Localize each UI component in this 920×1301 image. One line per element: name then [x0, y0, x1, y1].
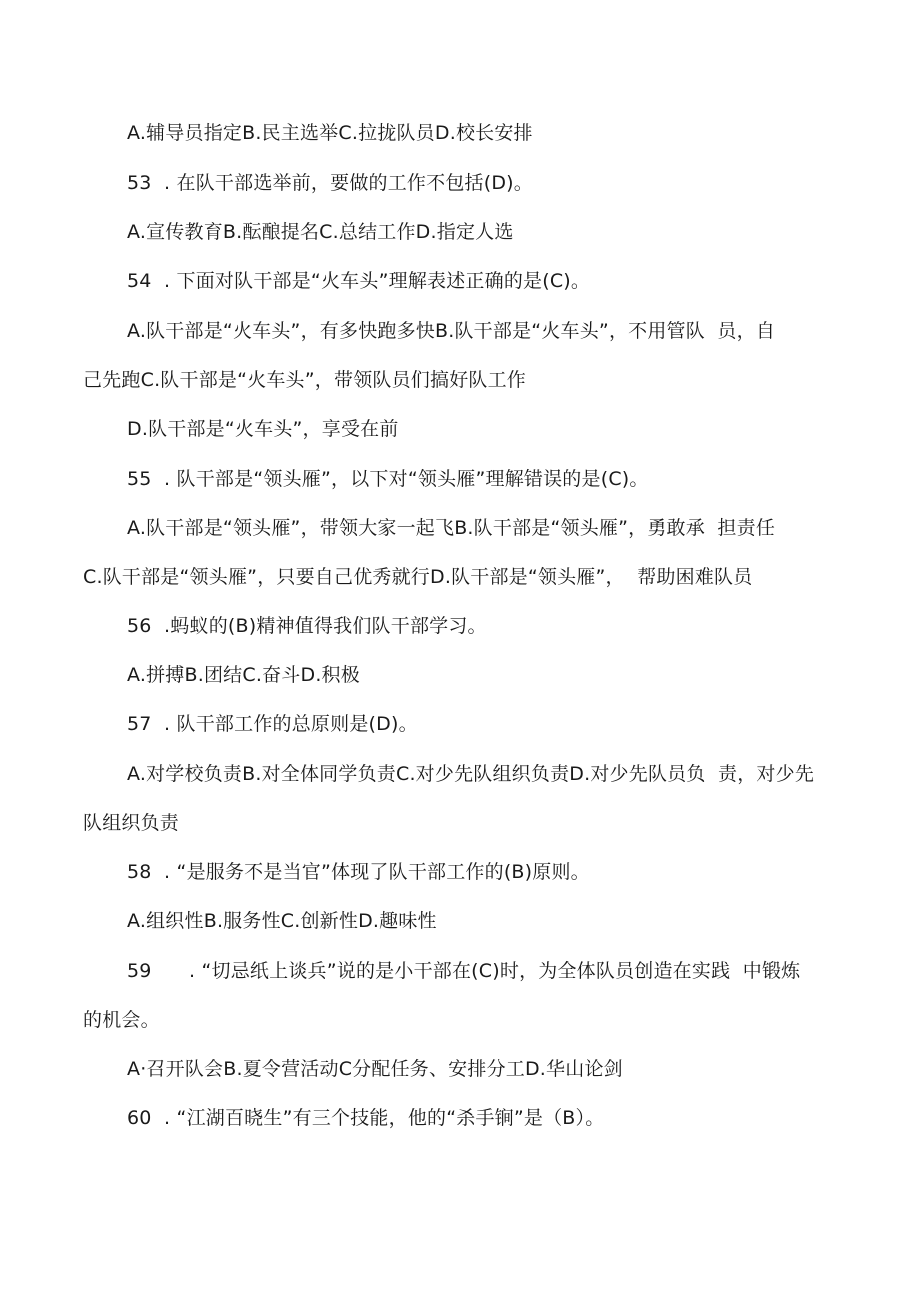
answer-options-59: A·召开队会B.夏令营活动C分配任务、安排分工D.华山论剑: [127, 1058, 623, 1080]
question-59-line-2: 的机会。: [83, 1009, 160, 1031]
answer-options-56: A.拼搏B.团结C.奋斗D.积极: [127, 664, 360, 686]
question-59-line-1: 59 . “切忌纸上谈兵”说的是小干部在(C)时，为全体队员创造在实践 中锻炼: [127, 960, 801, 982]
question-54: 54 . 下面对队干部是“火车头”理解表述正确的是(C)。: [127, 270, 591, 292]
question-55: 55 . 队干部是“领头雁”，以下对“领头雁”理解错误的是(C)。: [127, 468, 649, 490]
answer-options-55-line-2: C.队干部是“领头雁”，只要自己优秀就行D.队干部是“领头雁”， 帮助困难队员: [83, 566, 753, 588]
answer-options-57-line-2: 队组织负责: [83, 812, 180, 834]
answer-options-55-line-1: A.队干部是“领头雁”，带领大家一起飞B.队干部是“领头雁”，勇敢承 担责任: [127, 517, 776, 539]
answer-options-52: A.辅导员指定B.民主选举C.拉拢队员D.校长安排: [127, 122, 533, 144]
question-56: 56 .蚂蚁的(B)精神值得我们队干部学习。: [127, 615, 487, 637]
question-53: 53 . 在队干部选举前，要做的工作不包括(D)。: [127, 172, 533, 194]
question-60: 60 . “江湖百晓生”有三个技能，他的“杀手锏”是（B）。: [127, 1107, 605, 1129]
answer-options-54-line-1: A.队干部是“火车头”，有多快跑多快B.队干部是“火车头”，不用管队 员，自: [127, 320, 776, 342]
question-58: 58 . “是服务不是当官”体现了队干部工作的(B)原则。: [127, 861, 590, 883]
answer-options-57-line-1: A.对学校负责B.对全体同学负责C.对少先队组织负责D.对少先队员负 责，对少先: [127, 763, 815, 785]
question-57: 57 . 队干部工作的总原则是(D)。: [127, 713, 418, 735]
answer-options-54-line-3: D.队干部是“火车头”，享受在前: [127, 418, 399, 440]
answer-options-58: A.组织性B.服务性C.创新性D.趣味性: [127, 910, 437, 932]
answer-options-53: A.宣传教育B.酝酿提名C.总结工作D.指定人选: [127, 221, 514, 243]
answer-options-54-line-2: 己先跑C.队干部是“火车头”，带领队员们搞好队工作: [83, 369, 526, 391]
